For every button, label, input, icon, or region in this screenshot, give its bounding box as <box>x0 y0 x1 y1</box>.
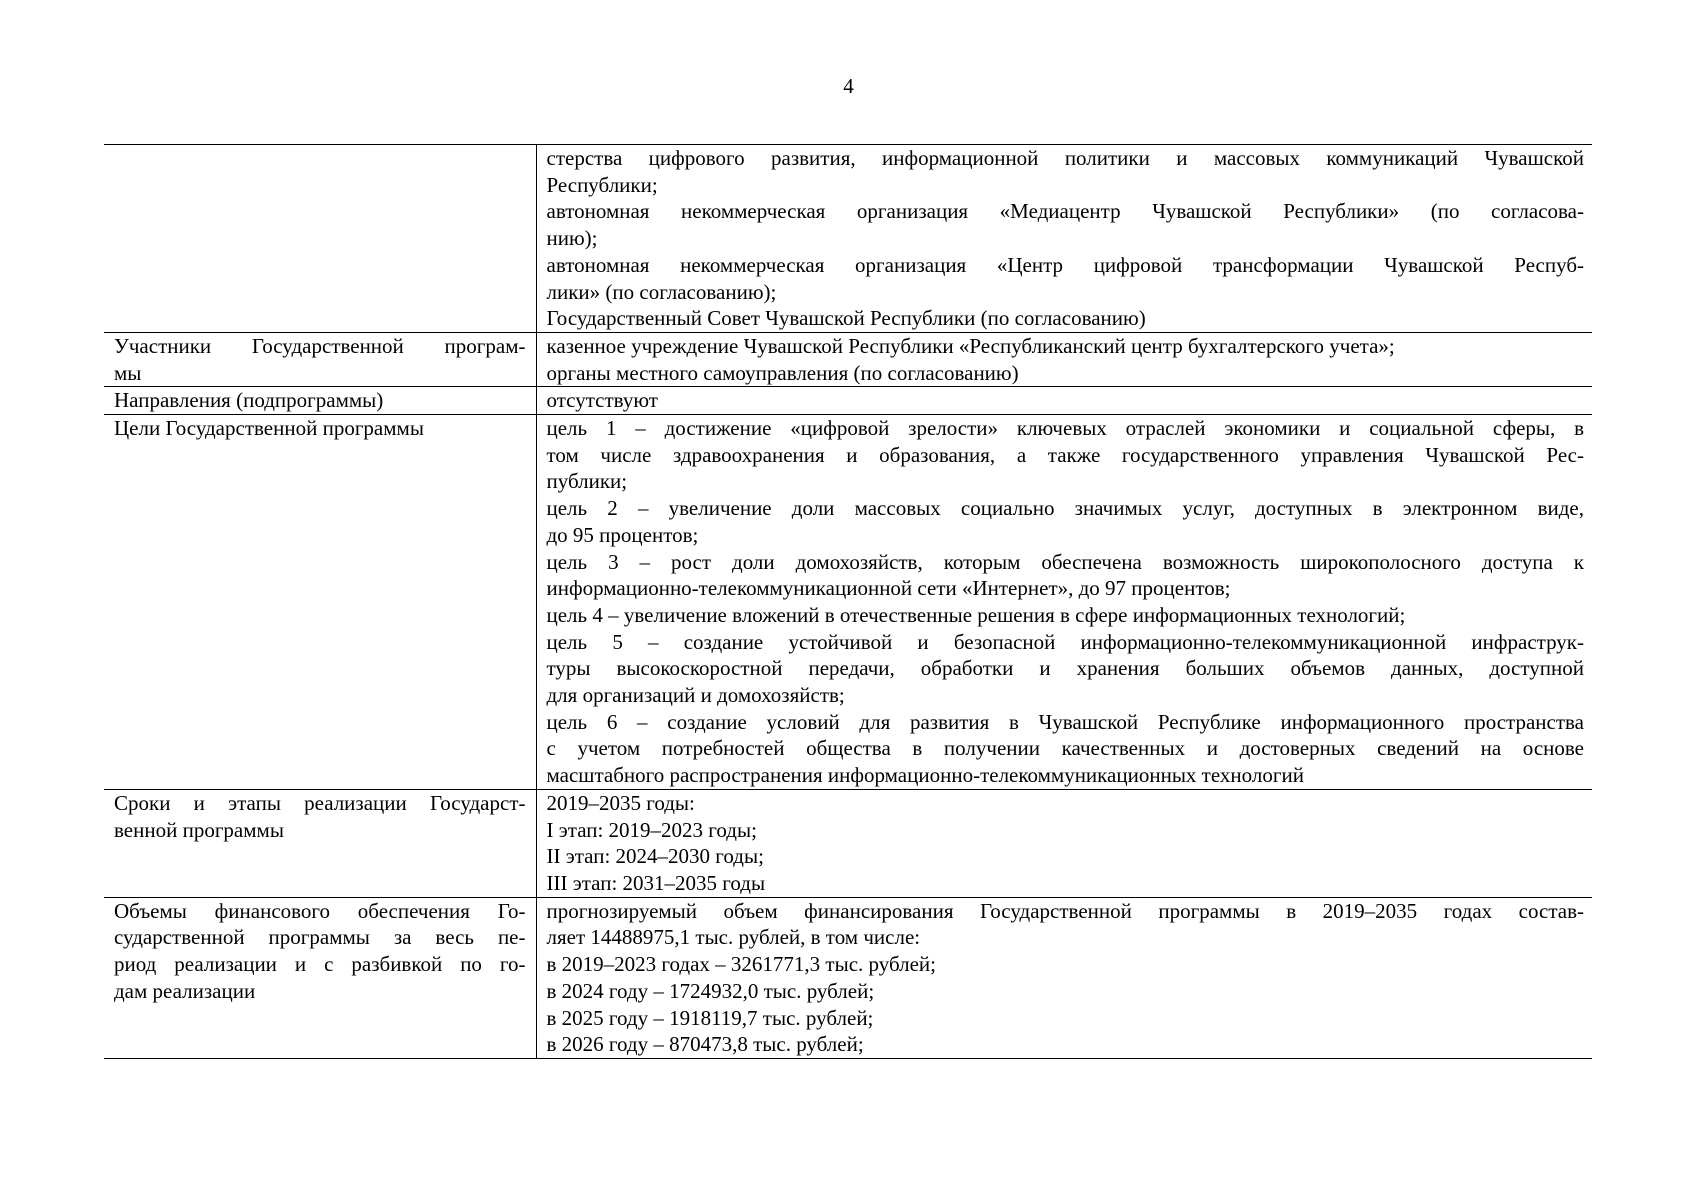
row-content-line: Республики; <box>546 172 658 197</box>
row-label-line: дам реализации <box>114 978 256 1003</box>
table-row <box>104 145 1592 333</box>
row-label-cell <box>104 145 536 333</box>
row-content-line: в 2024 году – 1724932,0 тыс. рублей; <box>546 978 875 1003</box>
row-content-line: автономная некоммерческая организация «Центр цифровой трансформации Чувашской Респуб- <box>546 252 1584 277</box>
row-content-line: цель 4 – увеличение вложений в отечественные решения в сфере информационных технологий; <box>546 602 1406 627</box>
passport-table-body <box>104 145 1592 1059</box>
row-content-cell <box>536 145 1592 333</box>
row-content-line: цель 3 – рост доли домохозяйств, которым обеспечена возможность широкополосного доступа к <box>546 549 1584 574</box>
row-content-line: туры высокоскоростной передачи, обработки и хранения больших объемов данных, доступной <box>546 656 1584 681</box>
row-content-line: отсутствуют <box>546 388 658 413</box>
row-label-line: Сроки и этапы реализации Государст- <box>114 790 526 815</box>
row-content-line: I этап: 2019–2023 годы; <box>546 817 757 842</box>
row-content-line: казенное учреждение Чувашской Республики «Республиканский центр бухгалтерского учета»; <box>546 333 1395 358</box>
row-content-line: в 2026 году – 870473,8 тыс. рублей; <box>546 1032 864 1057</box>
row-content-line: цель 1 – достижение «цифровой зрелости» ключевых отраслей экономики и социальной сферы, в <box>546 416 1584 441</box>
row-content-line: прогнозируемый объем финансирования Государственной программы в 2019–2035 годах состав- <box>546 898 1584 923</box>
row-label-line: Направления (подпрограммы) <box>114 388 384 413</box>
row-label-line: венной программы <box>114 817 284 842</box>
row-content-line: в 2025 году – 1918119,7 тыс. рублей; <box>546 1005 874 1030</box>
row-content-line: том числе здравоохранения и образования, а также государственного управления Чувашской Рес- <box>546 442 1584 467</box>
row-content-line: в 2019–2023 годах – 3261771,3 тыс. рублей; <box>546 952 936 977</box>
row-content-line: до 95 процентов; <box>546 522 699 547</box>
row-label-line: Участники Государственной програм- <box>114 333 526 358</box>
row-content-line: цель 5 – создание устойчивой и безопасной информационно-телекоммуникационной инфраструк- <box>546 629 1584 654</box>
row-content-line: 2019–2035 годы: <box>546 790 695 815</box>
row-label-line: мы <box>114 360 142 385</box>
page-number: 4 <box>843 74 854 98</box>
row-content-line: автономная некоммерческая организация «Медиацентр Чувашской Республики» (по согласова- <box>546 199 1584 224</box>
program-passport-table <box>104 144 1592 1059</box>
table-row <box>104 789 1592 897</box>
row-label-cell <box>104 897 536 1058</box>
row-content-cell <box>536 415 1592 790</box>
row-content-cell <box>536 387 1592 415</box>
row-content-line: публики; <box>546 469 628 494</box>
row-content-line: для организаций и домохозяйств; <box>546 683 845 708</box>
row-content-line: ляет 14488975,1 тыс. рублей, в том числе: <box>546 925 921 950</box>
row-content-line: масштабного распространения информационно-телекоммуникационных технологий <box>546 763 1304 788</box>
table-row <box>104 332 1592 386</box>
row-content-line: органы местного самоуправления (по согласованию) <box>546 360 1019 385</box>
row-label-line: Цели Государственной программы <box>114 416 424 441</box>
row-content-line: информационно-телекоммуникационной сети «Интернет», до 97 процентов; <box>546 576 1231 601</box>
row-label-line: риод реализации и с разбивкой по го- <box>114 952 526 977</box>
row-content-line: цель 6 – создание условий для развития в Чувашской Республике информационного пространства <box>546 709 1584 734</box>
row-label-cell <box>104 415 536 790</box>
row-content-line: III этап: 2031–2035 годы <box>546 870 766 895</box>
row-content-line: нию); <box>546 226 598 251</box>
row-label-cell <box>104 332 536 386</box>
row-content-cell <box>536 332 1592 386</box>
row-label-line: сударственной программы за весь пе- <box>114 925 526 950</box>
row-content-line: Государственный Совет Чувашской Республики (по согласованию) <box>546 306 1146 331</box>
row-content-line: цель 2 – увеличение доли массовых социально значимых услуг, доступных в электронном виде, <box>546 496 1584 521</box>
row-label-cell <box>104 789 536 897</box>
row-content-line: стерства цифрового развития, информационной политики и массовых коммуникаций Чувашской <box>546 146 1584 170</box>
row-content-cell <box>536 789 1592 897</box>
row-content-line: с учетом потребностей общества в получении качественных и достоверных сведений на основе <box>546 736 1584 761</box>
row-label-cell <box>104 387 536 415</box>
table-row <box>104 897 1592 1058</box>
table-row <box>104 387 1592 415</box>
row-content-cell <box>536 897 1592 1058</box>
row-content-line: лики» (по согласованию); <box>546 279 777 304</box>
row-label-line: Объемы финансового обеспечения Го- <box>114 898 526 923</box>
row-content-line: II этап: 2024–2030 годы; <box>546 844 764 869</box>
table-row <box>104 415 1592 790</box>
